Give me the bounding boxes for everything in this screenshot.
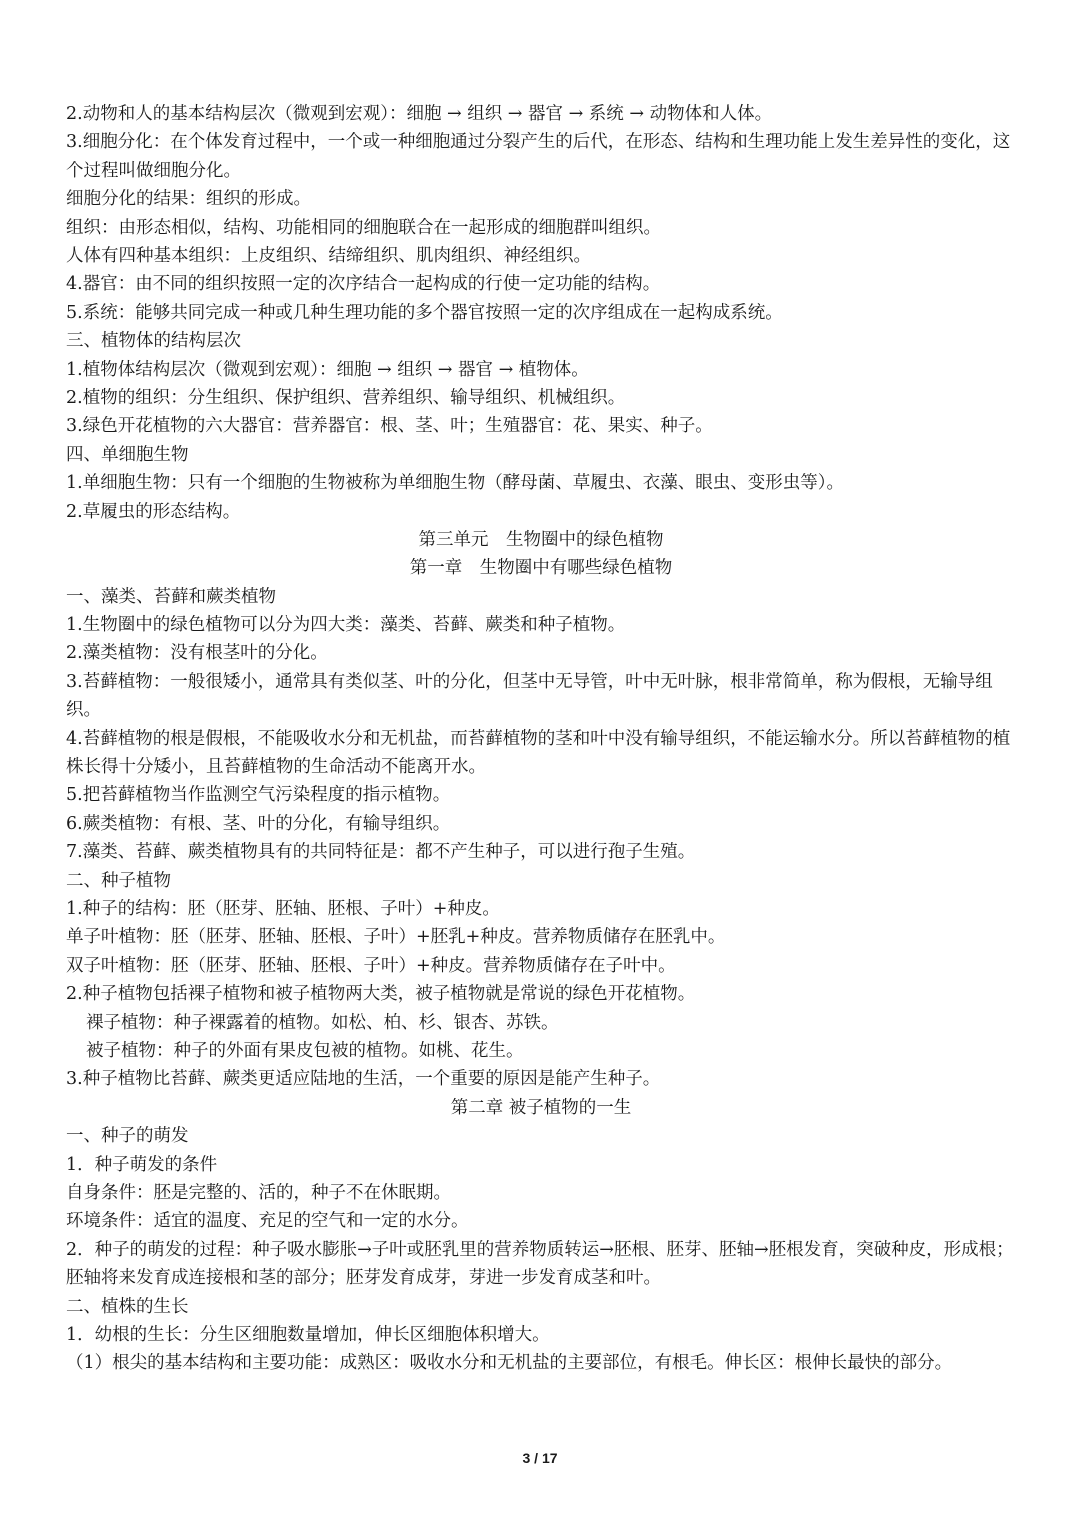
text-line: 裸子植物：种子裸露着的植物。如松、柏、杉、银杏、苏铁。 <box>86 1012 559 1033</box>
text-line: 5.把苔藓植物当作监测空气污染程度的指示植物。 <box>66 785 451 806</box>
text-line: 一、种子的萌发 <box>66 1126 189 1147</box>
text-line: 2.藻类植物：没有根茎叶的分化。 <box>66 643 328 664</box>
text-line: 1.种子的结构：胚（胚芽、胚轴、胚根、子叶）+种皮。 <box>66 899 500 920</box>
text-line: 3.细胞分化：在个体发育过程中，一个或一种细胞通过分裂产生的后代，在形态、结构和生理功能上发生差异性的变化，这个过程叫做细胞分化。 <box>66 132 1011 181</box>
text-line: 2.种子植物包括裸子植物和被子植物两大类，被子植物就是常说的绿色开花植物。 <box>66 984 696 1005</box>
text-line: 1．种子萌发的条件 <box>66 1154 218 1175</box>
text-line: 2.草履虫的形态结构。 <box>66 501 241 522</box>
text-line: 3.种子植物比苔藓、蕨类更适应陆地的生活，一个重要的原因是能产生种子。 <box>66 1069 661 1090</box>
text-line: 1.植物体结构层次（微观到宏观）：细胞 → 组织 → 器官 → 植物体。 <box>66 359 589 380</box>
section-heading: 第一章 生物圈中有哪些绿色植物 <box>409 558 673 579</box>
text-line: 被子植物：种子的外面有果皮包被的植物。如桃、花生。 <box>86 1040 524 1061</box>
text-line: 1.单细胞生物：只有一个细胞的生物被称为单细胞生物（酵母菌、草履虫、衣藻、眼虫、变形虫等）。 <box>66 473 844 494</box>
text-line: 2.动物和人的基本结构层次（微观到宏观）：细胞 → 组织 → 器官 → 系统 → 动物体和人体。 <box>66 104 773 124</box>
text-line: 3.苔藓植物：一般很矮小，通常具有类似茎、叶的分化，但茎中无导管，叶中无叶脉，根非常简单，称为假根，无输导组织。 <box>66 671 993 721</box>
document-body <box>66 100 1016 1378</box>
text-line: 7.藻类、苔藓、蕨类植物具有的共同特征是：都不产生种子，可以进行孢子生殖。 <box>66 842 696 863</box>
text-line: 2．种子的萌发的过程：种子吸水膨胀→子叶或胚乳里的营养物质转运→胚根、胚芽、胚轴→胚根发育，突破种皮，形成根；胚轴将来发育成连接根和茎的部分；胚芽发育成芽，芽进一步发育成茎和叶。 <box>66 1239 1014 1289</box>
text-line: 一、藻类、苔藓和蕨类植物 <box>66 586 276 607</box>
page-number: 3 / 17 <box>522 1450 558 1466</box>
text-line: 4.苔藓植物的根是假根，不能吸收水分和无机盐，而苔藓植物的茎和叶中没有输导组织，不能运输水分。所以苔藓植物的植株长得十分矮小，且苔藓植物的生命活动不能离开水。 <box>66 728 1011 778</box>
text-line: 二、种子植物 <box>66 870 171 891</box>
text-line: 二、植株的生长 <box>66 1296 189 1317</box>
text-line: 人体有四种基本组织：上皮组织、结缔组织、肌肉组织、神经组织。 <box>66 245 591 266</box>
text-line: 4.器官：由不同的组织按照一定的次序结合一起构成的行使一定功能的结构。 <box>66 274 661 295</box>
text-line: 细胞分化的结果：组织的形成。 <box>66 189 311 210</box>
text-line: 双子叶植物：胚（胚芽、胚轴、胚根、子叶）+种皮。营养物质储存在子叶中。 <box>66 955 676 976</box>
section-heading: 第三单元 生物圈中的绿色植物 <box>418 529 664 550</box>
text-line: （1）根尖的基本结构和主要功能：成熟区：吸收水分和无机盐的主要部位，有根毛。伸长区：根伸长最快的部分。 <box>66 1353 953 1374</box>
text-line: 3.绿色开花植物的六大器官：营养器官：根、茎、叶；生殖器官：花、果实、种子。 <box>66 416 713 437</box>
text-line: 环境条件：适宜的温度、充足的空气和一定的水分。 <box>66 1211 469 1232</box>
text-line: 单子叶植物：胚（胚芽、胚轴、胚根、子叶）+胚乳+种皮。营养物质储存在胚乳中。 <box>66 927 726 948</box>
text-line: 自身条件：胚是完整的、活的，种子不在休眠期。 <box>66 1182 451 1203</box>
text-line: 四、单细胞生物 <box>66 444 189 465</box>
text-line: 5.系统：能够共同完成一种或几种生理功能的多个器官按照一定的次序组成在一起构成系统。 <box>66 302 783 323</box>
text-line: 1．幼根的生长：分生区细胞数量增加，伸长区细胞体积增大。 <box>66 1324 550 1345</box>
section-heading: 第二章 被子植物的一生 <box>450 1097 632 1118</box>
text-line: 2.植物的组织：分生组织、保护组织、营养组织、输导组织、机械组织。 <box>66 387 626 408</box>
text-line: 1.生物圈中的绿色植物可以分为四大类：藻类、苔藓、蕨类和种子植物。 <box>66 615 626 636</box>
text-line: 组织：由形态相似，结构、功能相同的细胞联合在一起形成的细胞群叫组织。 <box>66 217 661 238</box>
text-line: 6.蕨类植物：有根、茎、叶的分化，有输导组织。 <box>66 813 451 834</box>
text-line: 三、植物体的结构层次 <box>66 331 241 352</box>
